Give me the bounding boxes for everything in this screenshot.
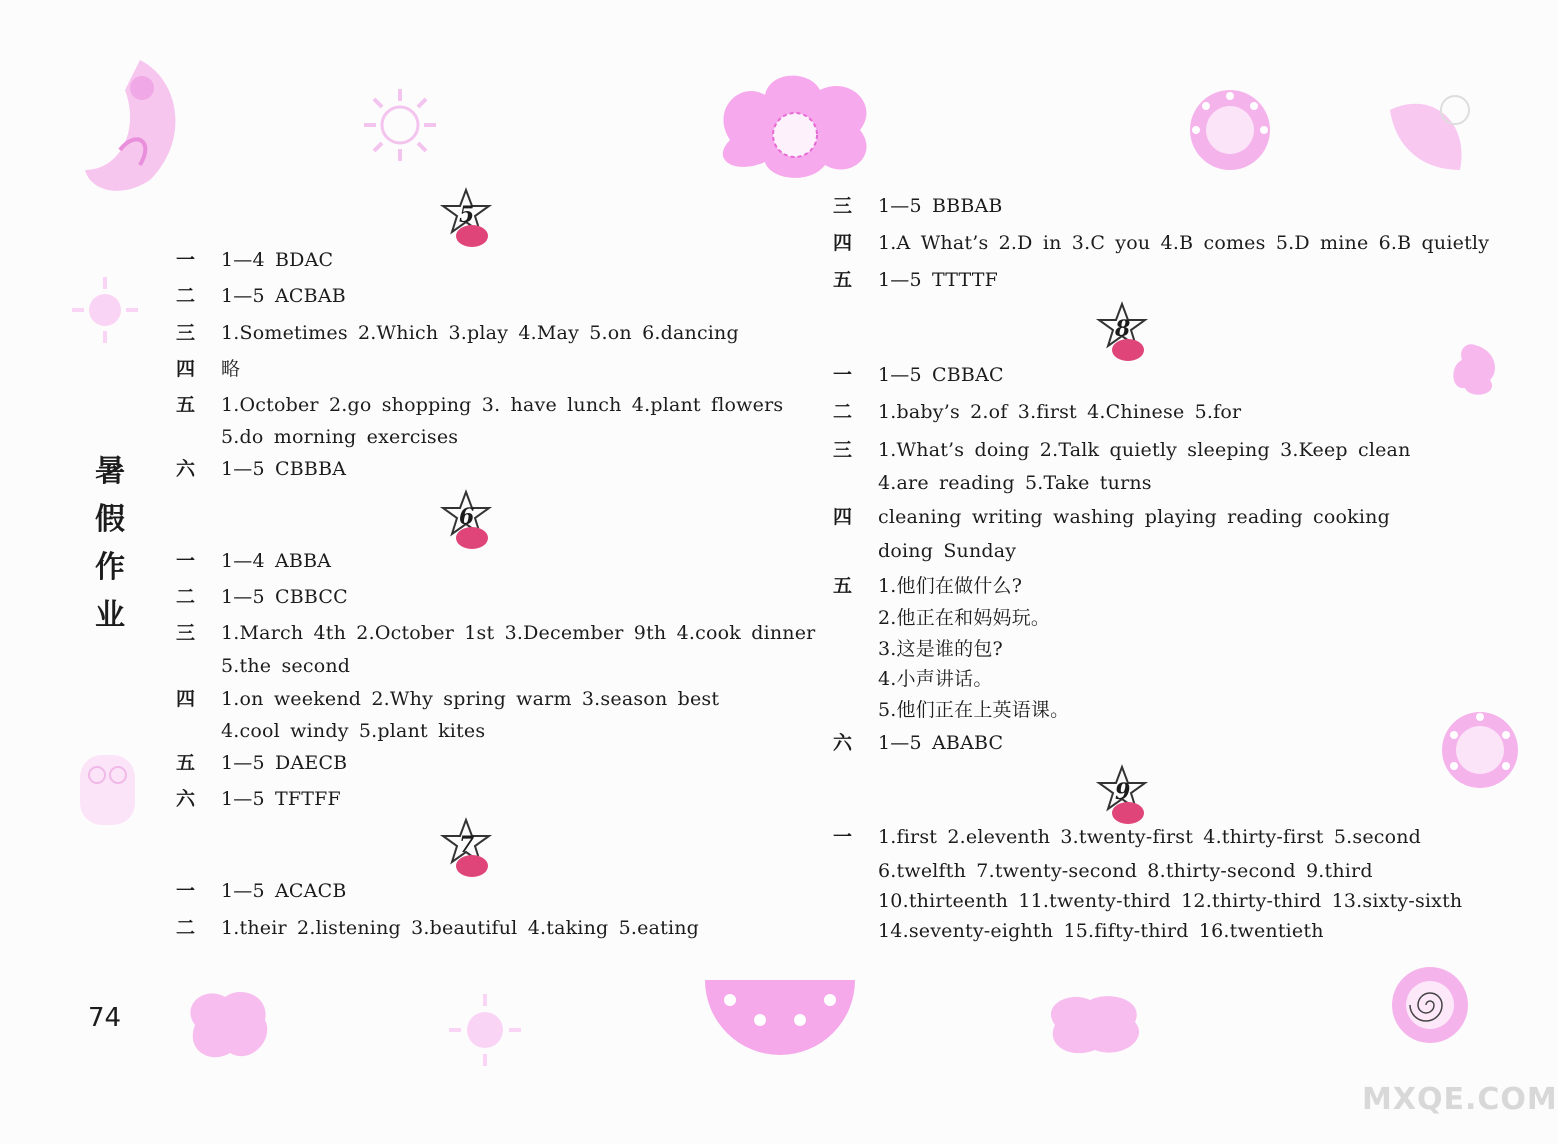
answer-text: cleaning writing washing playing reading cooking xyxy=(878,506,1390,528)
unit-badge-9 xyxy=(1098,765,1154,829)
question-number: 二 xyxy=(176,586,196,608)
question-number: 五 xyxy=(176,394,196,416)
answer-text: 1.Sometimes 2.Which 3.play 4.May 5.on 6.dancing xyxy=(221,322,739,344)
unit-number: 5 xyxy=(459,202,475,228)
answer-text: 10.thirteenth 11.twenty-third 12.thirty-third 13.sixty-sixth xyxy=(878,890,1463,912)
side-title-char: 假 xyxy=(95,502,125,537)
answer-text: 1—5 ABABC xyxy=(878,732,1004,754)
answer-text: 1—5 ACACB xyxy=(221,880,347,902)
answer-text: 3.这是谁的包? xyxy=(878,638,1003,660)
answer-text: 1—5 TTTTF xyxy=(878,269,998,291)
answer-text: 1.他们在做什么? xyxy=(878,575,1023,597)
answer-text: 1—5 ACBAB xyxy=(221,285,346,307)
question-number: 一 xyxy=(833,364,853,386)
question-number: 六 xyxy=(833,732,853,754)
question-number: 五 xyxy=(176,752,196,774)
side-title-char: 作 xyxy=(95,550,125,585)
sun-decoration xyxy=(360,85,440,165)
leaf-decoration xyxy=(1380,70,1490,180)
question-number: 三 xyxy=(176,622,196,644)
flower-bottom-left-decoration xyxy=(180,985,275,1065)
small-sun-decoration xyxy=(70,275,140,345)
question-number: 二 xyxy=(833,401,853,423)
question-number: 一 xyxy=(176,880,196,902)
answer-text: 1.October 2.go shopping 3. have lunch 4.plant flowers xyxy=(221,394,784,416)
answer-text: 1—5 CBBAC xyxy=(878,364,1004,386)
question-number: 四 xyxy=(176,358,196,380)
answer-text: 1—4 BDAC xyxy=(221,249,334,271)
owl-decoration xyxy=(70,735,145,830)
moon-bird-decoration xyxy=(80,50,200,200)
answer-text: 1.A What’s 2.D in 3.C you 4.B comes 5.D mine 6.B quietly xyxy=(878,232,1490,254)
question-number: 二 xyxy=(176,917,196,939)
answer-text: 1—4 ABBA xyxy=(221,550,332,572)
answer-text: 4.cool windy 5.plant kites xyxy=(221,720,486,742)
answer-text: 略 xyxy=(221,358,241,380)
question-number: 四 xyxy=(833,506,853,528)
unit-number: 6 xyxy=(459,504,475,530)
spiral-sun-decoration xyxy=(1385,960,1475,1050)
answer-text: 1.What’s doing 2.Talk quietly sleeping 3.Keep clean xyxy=(878,439,1411,461)
page-number: 74 xyxy=(88,1003,122,1033)
question-number: 二 xyxy=(176,285,196,307)
unit-number: 7 xyxy=(459,832,475,858)
answer-text: 1—5 TFTFF xyxy=(221,788,341,810)
question-number: 五 xyxy=(833,269,853,291)
question-number: 五 xyxy=(833,575,853,597)
answer-text: 1.March 4th 2.October 1st 3.December 9th 4.cook dinner xyxy=(221,622,816,644)
question-number: 四 xyxy=(833,232,853,254)
answer-text: 1—5 CBBBA xyxy=(221,458,347,480)
answer-text: 2.他正在和妈妈玩。 xyxy=(878,607,1051,629)
answer-text: 1—5 BBBAB xyxy=(878,195,1003,217)
question-number: 三 xyxy=(176,322,196,344)
answer-text: 5.他们正在上英语课。 xyxy=(878,699,1070,721)
answer-text: 6.twelfth 7.twenty-second 8.thirty-second 9.third xyxy=(878,860,1373,882)
answer-text: 5.do morning exercises xyxy=(221,426,459,448)
unit-badge-8 xyxy=(1098,302,1154,366)
answer-text: 5.the second xyxy=(221,655,351,677)
side-title xyxy=(90,448,130,640)
question-number: 一 xyxy=(176,249,196,271)
question-number: 三 xyxy=(833,195,853,217)
answer-text: 1.on weekend 2.Why spring warm 3.season best xyxy=(221,688,720,710)
question-number: 一 xyxy=(833,826,853,848)
question-number: 六 xyxy=(176,788,196,810)
answer-text: 1—5 DAECB xyxy=(221,752,348,774)
pink-flower-right-decoration xyxy=(1450,340,1500,400)
sun-wheel-right-decoration xyxy=(1440,690,1520,810)
unit-badge-7 xyxy=(442,818,498,882)
flower-bottom-right-decoration xyxy=(1040,990,1150,1060)
side-title-char: 暑 xyxy=(95,454,125,489)
sun-bottom-decoration xyxy=(445,990,525,1070)
answer-text: 1.their 2.listening 3.beautiful 4.taking 5.eating xyxy=(221,917,700,939)
question-number: 六 xyxy=(176,458,196,480)
sun-half-bottom-decoration xyxy=(700,980,860,1060)
unit-badge-5 xyxy=(442,188,498,252)
answer-text: 1.first 2.eleventh 3.twenty-first 4.thirty-first 5.second xyxy=(878,826,1422,848)
unit-badge-6 xyxy=(442,490,498,554)
answer-text: doing Sunday xyxy=(878,540,1017,562)
unit-number: 8 xyxy=(1115,316,1131,342)
site-watermark: MXQE.COM xyxy=(1362,1082,1558,1117)
sun-wheel-decoration xyxy=(1180,80,1280,170)
flower-cloud-decoration xyxy=(710,70,880,180)
unit-number: 9 xyxy=(1115,779,1131,805)
question-number: 一 xyxy=(176,550,196,572)
answer-text: 4.are reading 5.Take turns xyxy=(878,472,1152,494)
answer-text: 4.小声讲话。 xyxy=(878,668,993,690)
side-title-char: 业 xyxy=(95,598,125,633)
question-number: 三 xyxy=(833,439,853,461)
answer-text: 14.seventy-eighth 15.fifty-third 16.twentieth xyxy=(878,920,1324,942)
answer-text: 1—5 CBBCC xyxy=(221,586,348,608)
answer-text: 1.baby’s 2.of 3.first 4.Chinese 5.for xyxy=(878,401,1242,423)
question-number: 四 xyxy=(176,688,196,710)
